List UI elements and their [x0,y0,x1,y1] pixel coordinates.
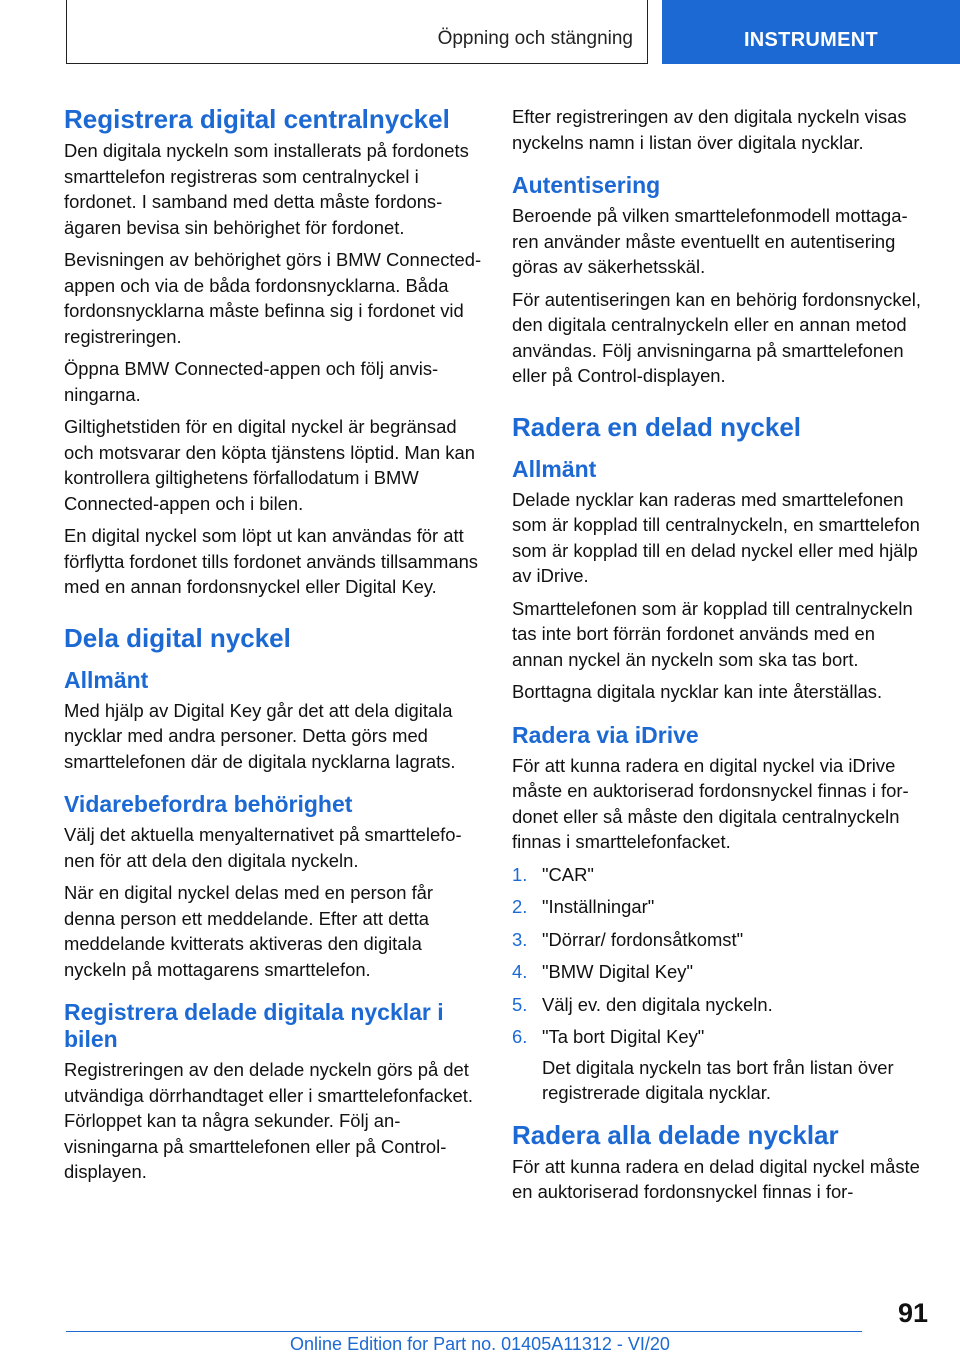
header-section-box [66,0,648,64]
step-number: 6. [512,1026,528,1047]
footer-divider [66,1331,862,1332]
paragraph: När en digital nyckel delas med en person får denna person ett meddelande. Efter att detta meddelande kvitterats aktiveras den digitala nyckeln på mottagarens smarttelefon. [64,882,434,980]
paragraph: Bevisningen av behörighet görs i BMW Connected-appen och via de båda fordonsnycklarna. Båda fordonsnycklarna måste befinna sig i fordonet vid registreringen. [64,249,482,347]
paragraph: En digital nyckel som löpt ut kan användas för att förflytta fordonet tills fordonet används tillsammans med en annan fordonsnyckel eller Digital Key. [64,525,478,597]
step-text: "CAR" [542,863,594,885]
step-number: 5. [512,993,528,1015]
heading-delete-via-idrive: Radera via iDrive [512,721,699,748]
step-number: 1. [512,863,528,885]
left-column [64,104,484,1192]
page-number: 91 [897,1298,928,1328]
heading-delete-shared-key: Radera en delad nyckel [512,411,802,442]
step-text: Välj ev. den digitala nyckeln. [542,993,773,1015]
step-text: "Inställningar" [542,896,655,917]
paragraph: Beroende på vilken smarttelefonmodell mottagaren använder måste eventuellt en autentisering göras av säkerhetsskäl. [512,205,908,277]
heading-register-digital-key: Registrera digital centralnyckel [64,104,450,134]
list-item [512,959,928,985]
paragraph: Borttagna digitala nycklar kan inte återställas. [512,681,883,702]
paragraph: Delade nycklar kan raderas med smarttelefonen som är kopplad till centralnyckeln, en smarttelefon som är kopplad till en delad nyckel eller med hjälp av iDrive. [512,488,920,586]
paragraph: Öppna BMW Connected-appen och följ anvisningarna. [64,358,439,405]
step-note: Det digitala nyckeln tas bort från listan över registrerade digitala nycklar. [542,1056,894,1103]
paragraph: Registreringen av den delade nyckeln görs på det utvändiga dörrhandtaget eller i smarttelefonfacket. Förloppet kan ta några sekunder. Följ anvisningarna på smarttelefonen eller på Control-displayen. [64,1059,473,1182]
heading-general: Allmänt [512,455,597,482]
paragraph: Efter registreringen av den digitala nyckeln visas nyckelns namn i listan över digitala nycklar. [512,106,907,153]
step-text: "Ta bort Digital Key" [542,1026,705,1047]
paragraph: Smarttelefonen som är kopplad till centralnyckeln tas inte bort förrän fordonet används med en annan nyckel än nyckeln som ska tas bort. [512,597,913,670]
step-text: "BMW Digital Key" [542,961,694,982]
heading-register-shared-keys: Registrera delade digitala nycklar i bilen [64,999,444,1052]
heading-share-digital-key: Dela digital nyckel [64,622,291,653]
paragraph: För att kunna radera en digital nyckel via iDrive måste en auktoriserad fordonsnyckel finnas i fordonet eller så måste den digitala centralnyckeln finnas i smarttelefonfacket. [512,754,909,852]
paragraph: Välj det aktuella menyalternativet på smarttelefonen för att dela den digitala nyckeln. [64,824,462,871]
paragraph: Giltighetstiden för en digital nyckel är begränsad och motsvarar den köpta tjänstens löptid. Man kan kontrollera giltighetens förfallodatum i BMW Connected-appen och i bilen. [64,416,475,514]
section-title: Öppning och stängning [437,28,633,49]
paragraph: För autentiseringen kan en behörig fordonsnyckel, den digitala centralnyckeln eller en annan metod användas. Följ anvisningarna på smarttelefonen eller på Control-displayen. [512,288,921,386]
paragraph: Den digitala nyckeln som installerats på fordonets smarttelefon registreras som centralnyckel i fordonet. I samband med detta måste fordonsägaren bevisa sin behörighet för fordonet. [64,140,469,238]
heading-general: Allmänt [64,666,149,693]
steps-list [512,862,928,1106]
footer-edition: Online Edition for Part no. 01405A11312 - VI/20 [290,1334,670,1354]
step-number: 4. [512,961,528,982]
list-item [512,992,928,1018]
paragraph: Med hjälp av Digital Key går det att dela digitala nycklar med andra personer. Detta görs med smarttelefonen där de digitala nycklarna lagrats. [64,699,456,772]
heading-delete-all-shared-keys: Radera alla delade nycklar [512,1119,839,1150]
step-number: 2. [512,896,528,917]
step-text: "Dörrar/ fordonsåtkomst" [542,928,744,950]
chapter-tab[interactable]: INSTRUMENT [662,0,960,64]
heading-authentication: Autentisering [512,172,661,198]
list-item [512,894,928,920]
paragraph: För att kunna radera en delad digital nyckel måste en auktoriserad fordonsnyckel finnas i for- [512,1155,920,1202]
right-column [512,104,928,1212]
step-number: 3. [512,928,528,950]
list-item [512,1024,928,1050]
heading-forward-authorization: Vidarebefordra behörighet [64,791,353,817]
list-item [512,927,928,953]
list-item [512,862,928,888]
